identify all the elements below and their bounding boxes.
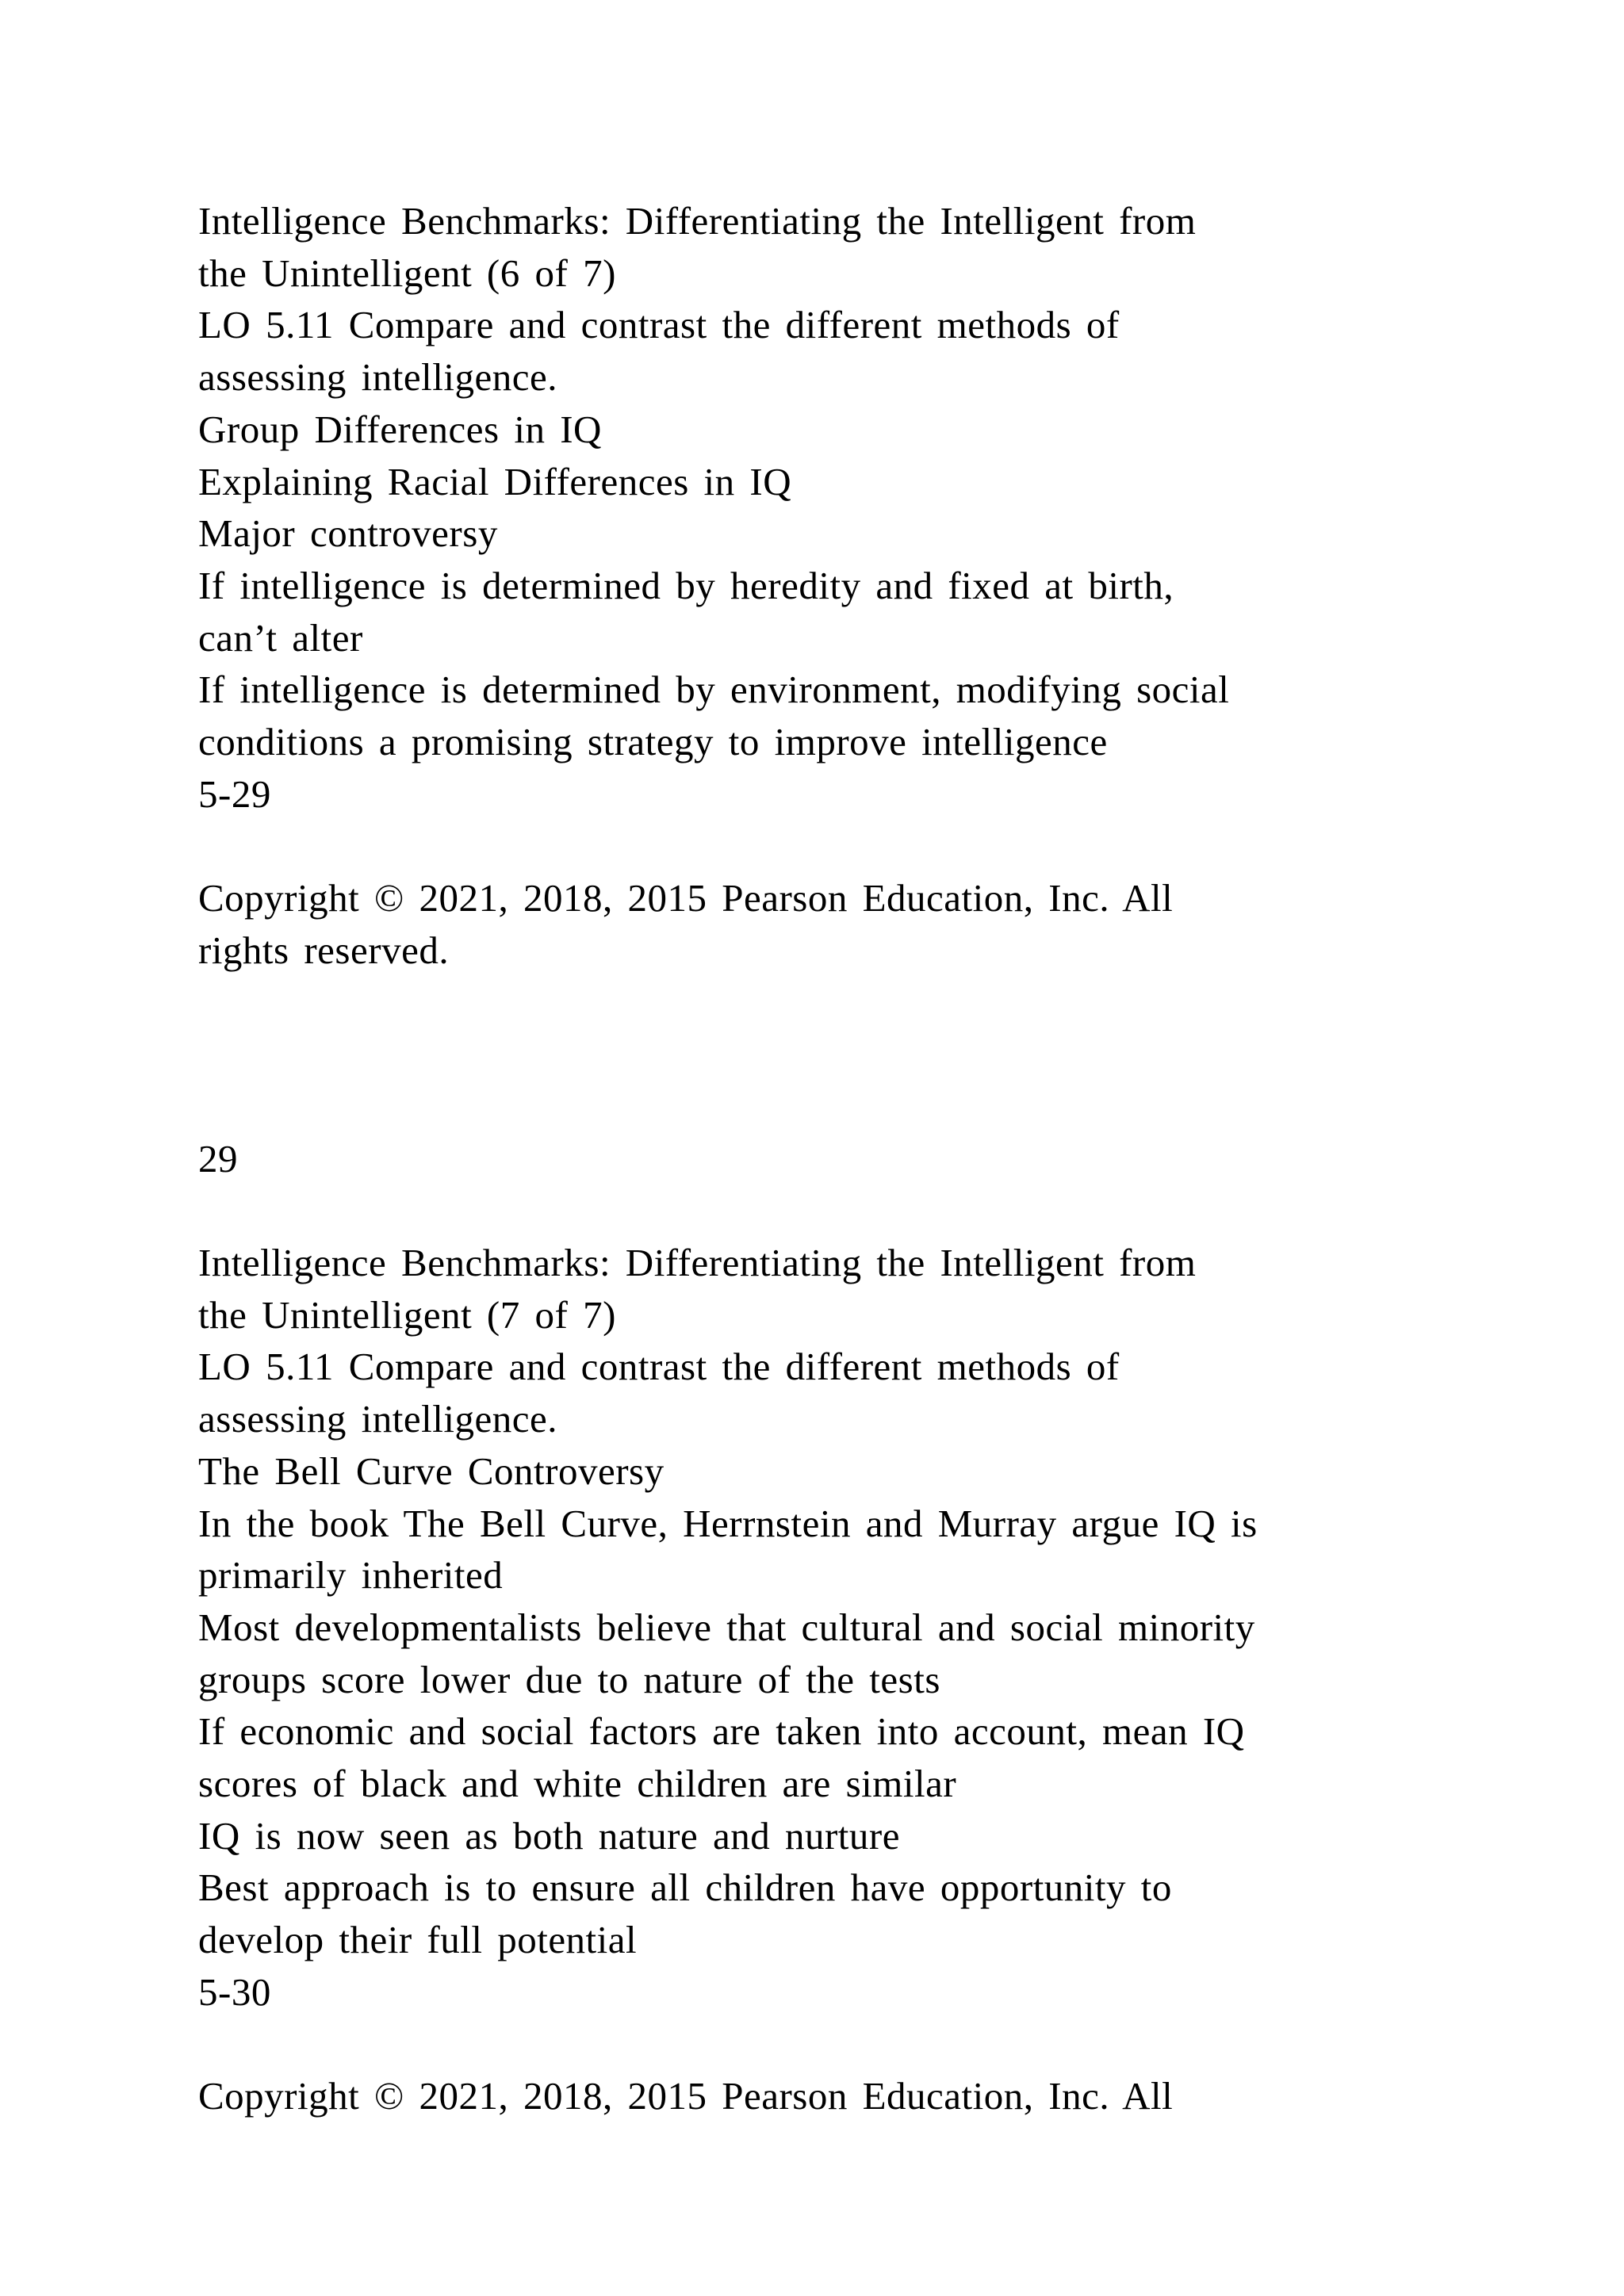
blank-line [198, 1081, 1467, 1133]
slide-title: the Unintelligent (6 of 7) [198, 251, 616, 295]
bullet-text: Most developmentalists believe that cultural and social minority [198, 1605, 1255, 1649]
learning-objective: LO 5.11 Compare and contrast the different methods of [198, 303, 1120, 347]
slide-title: the Unintelligent (7 of 7) [198, 1292, 616, 1337]
bullet-text: scores of black and white children are similar [198, 1762, 957, 1806]
bullet-text: can’t alter [198, 615, 363, 660]
bullet-text: conditions a promising strategy to improve intelligence [198, 720, 1108, 764]
copyright-notice: Copyright © 2021, 2018, 2015 Pearson Education, Inc. All [198, 876, 1174, 920]
section-heading: Group Differences in IQ [198, 407, 602, 451]
document-page [198, 195, 1467, 2122]
bullet-text: Major controversy [198, 511, 498, 556]
bullet-text: In the book The Bell Curve, Herrnstein and Murray argue IQ is [198, 1501, 1258, 1545]
bullet-text: If intelligence is determined by heredity and fixed at birth, [198, 563, 1174, 607]
bullet-text: groups score lower due to nature of the tests [198, 1657, 940, 1701]
blank-line [198, 820, 1467, 872]
page-number: 29 [198, 1136, 238, 1181]
bullet-text: develop their full potential [198, 1918, 638, 1962]
blank-line [198, 977, 1467, 1029]
learning-objective: LO 5.11 Compare and contrast the different methods of [198, 1345, 1120, 1389]
blank-line [198, 1028, 1467, 1081]
bullet-text: If economic and social factors are taken into account, mean IQ [198, 1709, 1245, 1754]
slide-title: Intelligence Benchmarks: Differentiating the Intelligent from [198, 199, 1197, 243]
slide-title: Intelligence Benchmarks: Differentiating the Intelligent from [198, 1240, 1197, 1284]
blank-line [198, 2019, 1467, 2071]
copyright-notice: Copyright © 2021, 2018, 2015 Pearson Education, Inc. All [198, 2074, 1174, 2118]
slide-number: 5-29 [198, 771, 271, 816]
bullet-text: IQ is now seen as both nature and nurture [198, 1813, 900, 1858]
subsection-heading: Explaining Racial Differences in IQ [198, 459, 792, 503]
bullet-text: primarily inherited [198, 1553, 504, 1598]
learning-objective: assessing intelligence. [198, 355, 557, 400]
slide-number: 5-30 [198, 1969, 271, 2014]
blank-line [198, 1184, 1467, 1237]
bullet-text: Best approach is to ensure all children have opportunity to [198, 1866, 1172, 1910]
learning-objective: assessing intelligence. [198, 1397, 557, 1441]
section-heading: The Bell Curve Controversy [198, 1448, 665, 1493]
copyright-notice: rights reserved. [198, 928, 450, 972]
bullet-text: If intelligence is determined by environment, modifying social [198, 668, 1230, 712]
